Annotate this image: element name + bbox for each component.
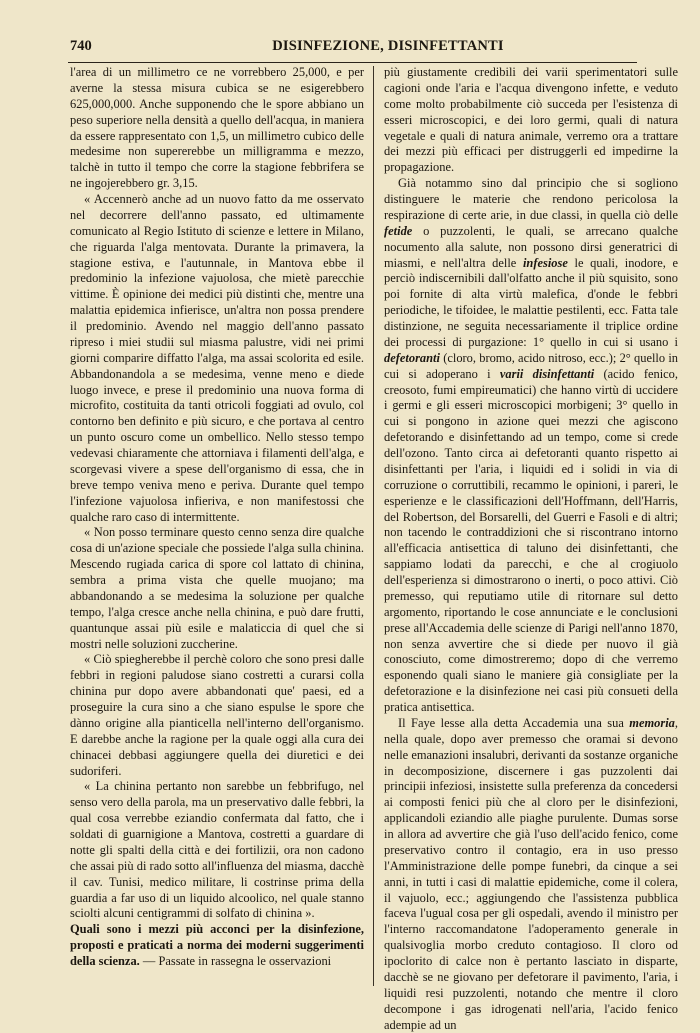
text-run: o puzzolenti, le quali, se arrecano qualche nocumento alla salute, non possono dirsi generatrici di miasmi, e nell'altra delle [384, 223, 678, 270]
text-run: , nella quale, dopo aver premesso che oramai si devono nelle emanazioni insalubri, derivanti da sostanze organiche in decomposizione, discernere i gas puzzolenti dai principii infeziosi, insistette sulla preferenza da concedersi ai composti fenici più che al cloro per le disinfezioni, applicandoli eziandio alle piaghe purulente. Dumas sorse in allora ad avvertire che già l'uso dell'acido fenico, come preservativo contro il contagio, era in uso presso l'Amministrazione delle pompe funebri, da cinque a sei anni, in tutti i casi di malattie epidemiche, come il colera, il vajuolo, ecc.; aggiungendo che l'assistenza pubblica faceva l'ugual cosa per gli ospedali, avendo il ministro per l'interno raccomandatone l'adoperamento generale in qualsivoglia morbo creduto contagioso. Il cloro od ipoclorito di calce non è pertanto lasciato in disparte, dacchè se ne giovano per defetorare il pavimento, l'aria, i liquidi resi puzzolenti, notando che mentre il cloro decompone i gas idrogenati nell'aria, l'acido fenico adempie ad un [384, 715, 678, 1032]
paragraph [384, 716, 678, 1033]
text-run: (acido fenico, creosoto, fumi empireumatici) che hanno virtù di uccidere i germi e gli esseri microscopici morbigeni; 3° quello in cui si pongono in azione quei mezzi che agiscono defetorando e disinfettando ad un tempo, come si crede dell'ozono. Tanto circa ai defetoranti quanto rispetto ai disinfettanti per l'aria, i liquidi ed i solidi in via di corruzione o corruttibili, recammo le opinioni, i pareri, le esperienze e le classificazioni dell'Hoffmann, dell'Harris, del Robertson, del Borsarelli, del Guerri e Fasoli e di altri; non tacendo le contraddizioni che si riscontrano intorno all'efficacia antisettica di taluno dei disinfettanti, che sappiamo lodati da parecchi, e che al crogiuolo dell'esperienza si dimostrarono o inerti, o poco attivi. Ciò premesso, qui reputiamo utile di ritornare sul detto argomento, riportando le cose annunciate e le conclusioni prese all'Accademia delle scienze di Parigi nell'anno 1870, non senza avvertire che si diede per nuovo il già conosciuto, come dimostreremo; dopo di che verremo esponendo quali siano le maniere già consigliate per la defetorazione e la disinfezione nei casi più consueti della pratica antisettica. [384, 366, 678, 714]
paragraph: « Accennerò anche ad un nuovo fatto da me osservato nel decorrere dell'anno passato, ed ultimamente comunicato al Regio Istituto di scienze e lettere in Milano, che riguarda l'alga mentovata. Durante la primavera, la stagione estiva, e l'autunnale, in Mantova ebbe il predominio la infezione vajuolosa, che mietè parecchie vittime. È opinione dei medici più distinti che, mentre una malattia epidemica infierisce, un'altra non possa prendere il predominio. Avendo nel maggio dell'anno passato ripreso i miei studii sul miasma palustre, vidi nei primi giorni comparire diffatto l'alga, ma assai scolorita ed esile. Abbandonandola a se medesima, venne meno e diede luogo invece, e prese il predominio una nuova forma di microfito, costituita da tanti otricoli foggiati ad ovulo, col contorno ben definito e più sicuro, e che portava al centro un punto oscuro come un ombellico. Nello stesso tempo vedevasi chiaramente che attorniava i filamenti dell'alga, e scorgevasi vivere a spese dell'organismo di essa, che in breve tempo veniva meno e periva. Durante quel tempo l'infezione vajuolosa infieriva, e non manifestossi che qualche raro caso di intermittente. [70, 192, 364, 524]
running-title: DISINFEZIONE, DISINFETTANTI [272, 38, 504, 54]
left-column [70, 65, 364, 970]
paragraph [384, 176, 678, 716]
paragraph: « Ciò spiegherebbe il perchè coloro che sono presi dalle febbri in regioni paludose siano costretti a curarsi colla chinina pur dopo avere abbandonati que' paesi, ed a proseguire la cura sino a che siano espulse le spore che dànno origine alla pianticella nell'interno dell'organismo. E darebbe anche la ragione per la quale oggi alla cura dei chinacei debbasi aggiungere quella dei diuretici e dei sudoriferi. [70, 652, 364, 778]
paragraph: « La chinina pertanto non sarebbe un febbrifugo, nel senso vero della parola, ma un preservativo dalle febbri, la qual cosa verrebbe eziandio confermata dal fatto, che i soldati di guarnigione a Mantova, costretti a guardare di notte gli spalti della città e dei fortilizii, ora non cadono che assai più di rado sotto all'influenza del miasma, dacchè il cav. Tunisi, medico militare, li costrinse prima della guardia a far uso di un liquido alcoolico, nel quale stanno sciolti alcuni centigrammi di solfato di chinina ». [70, 779, 364, 921]
paragraph: l'area di un millimetro ce ne vorrebbero 25,000, e per averne la stessa misura cubica se ne esigerebbero 625,000,000. Anche supponendo che le spore abbiano un peso superiore nella densità a quello dell'acqua, in maniera da essere rappresentato con 1,5, un millimetro cubico delle medesime non supererebbe un milligramma e mezzo, talchè in tutto il tempo che corre la stagione febbrifera se ne ingojerebbero gr. 3,15. [70, 65, 364, 191]
column-separator [373, 66, 374, 986]
page-number: 740 [70, 38, 92, 54]
emphasis: fetide [384, 223, 413, 238]
text-run: Il Faye lesse alla detta Accademia una sua [398, 715, 630, 730]
text-run: (cloro, bromo, acido nitroso, ecc.); 2° quello in cui si adoperano i [384, 350, 678, 381]
page-header [68, 38, 638, 60]
emphasis: memoria [629, 715, 675, 730]
emphasis: infesiose [522, 255, 568, 270]
section-text: — Passate in rassegna le osservazioni [139, 954, 332, 968]
header-rule [68, 62, 637, 63]
emphasis: varii disinfettanti [499, 366, 595, 381]
paragraph: « Non posso terminare questo cenno senza dire qualche cosa di un'azione speciale che possiede l'alga sulla chinina. Mescendo rugiada carica di spore col lattato di chinina, sembra a prima vista che quelle muojano; ma abbandonando a se medesima la soluzione per qualche tempo, l'alga cresce anche nella chinina, e può dare frutti, quantunque assai più esile e malaticcia di quel che si mostri nelle soluzioni zuccherine. [70, 525, 364, 651]
emphasis: defetoranti [384, 350, 440, 365]
section-heading: Quali sono i mezzi più acconci per la disinfezione, proposti e praticati a norma dei moderni suggerimenti della scienza. [70, 922, 364, 968]
text-run: Già notammo sino dal principio che si sogliono distinguere le materie che rendono pericolosa la respirazione di certe arie, in due classi, in quella ciò delle [384, 176, 678, 222]
text-run: le quali, inodore, e perciò indiscernibili dall'olfatto anche il più squisito, sono poi fornite di alta virtù malefica, d'onde le febbri periodiche, le tifoidee, le malattie pestilenti, ecc. Fatta tale distinzione, ne seguita necessariamente il triplice ordine dei processi di purgazione: 1° quello in cui si usano i [384, 255, 678, 349]
section-paragraph [70, 922, 364, 970]
right-column [384, 65, 678, 1033]
paragraph: più giustamente credibili dei varii sperimentatori sulle cagioni onde l'aria e l'acqua divengono infette, e veduto come molto probabilmente ciò succeda per l'esistenza di esseri microscopici, e dei loro germi, quali di natura vegetale e quali di natura animale, verremo ora a trattare dei mezzi più efficaci per distruggerli ed impedirne la propagazione. [384, 65, 678, 175]
